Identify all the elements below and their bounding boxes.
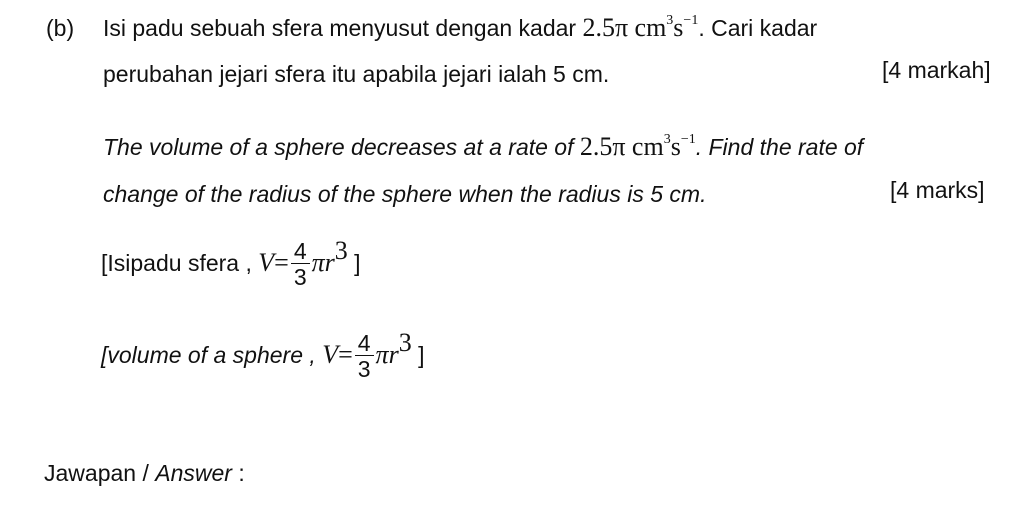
answer-label-colon: : xyxy=(231,460,245,486)
english-question-line-2: change of the radius of the sphere when the radius is 5 cm. xyxy=(103,181,707,207)
formula-exponent: 3 xyxy=(334,236,348,265)
formula-eq: = xyxy=(274,248,289,277)
malay-marks: [4 markah] xyxy=(882,57,991,83)
formula-pi-r: πr xyxy=(375,340,399,369)
malay-rate-value: 2.5π xyxy=(582,13,629,42)
english-question-line-1 xyxy=(103,133,863,161)
english-marks: [4 marks] xyxy=(890,177,985,203)
malay-rate-unit: $cm^3s^{-1}$ xyxy=(634,13,699,42)
formula-close-bracket: ] xyxy=(418,342,425,368)
english-rate-value: 2.5π xyxy=(579,132,626,161)
english-line1-end: . Find the rate of xyxy=(695,134,864,160)
answer-label xyxy=(44,459,245,487)
formula-pi-r: πr xyxy=(311,248,335,277)
malay-line1-end: . Cari kadar xyxy=(698,15,818,41)
english-rate-unit: $cm^3s^{-1}$ xyxy=(631,132,696,161)
formula-lhs: V xyxy=(258,248,275,277)
malay-question-line-2: perubahan jejari sfera itu apabila jejari ialah 5 cm. xyxy=(103,61,610,87)
question-label: (b) xyxy=(46,15,75,41)
english-formula xyxy=(101,330,424,384)
formula-eq: = xyxy=(338,340,353,369)
malay-formula-prefix: [Isipadu sfera , xyxy=(101,250,252,276)
malay-question-line-1 xyxy=(103,14,817,42)
formula-close-bracket: ] xyxy=(354,250,361,276)
formula-exponent: 3 xyxy=(398,328,412,357)
malay-line1-text: Isi padu sebuah sfera menyusut dengan kadar xyxy=(103,15,577,41)
answer-label-english: Answer xyxy=(155,460,232,486)
formula-lhs: V xyxy=(322,340,339,369)
fraction-four-thirds: $\frac{4}{3}$ xyxy=(355,331,374,382)
fraction-four-thirds: $\frac{4}{3}$ xyxy=(291,239,310,290)
english-line1-text: The volume of a sphere decreases at a rate of xyxy=(103,134,574,160)
english-formula-prefix: [volume of a sphere , xyxy=(101,342,316,368)
malay-formula xyxy=(101,238,361,292)
answer-label-malay: Jawapan / xyxy=(44,460,149,486)
